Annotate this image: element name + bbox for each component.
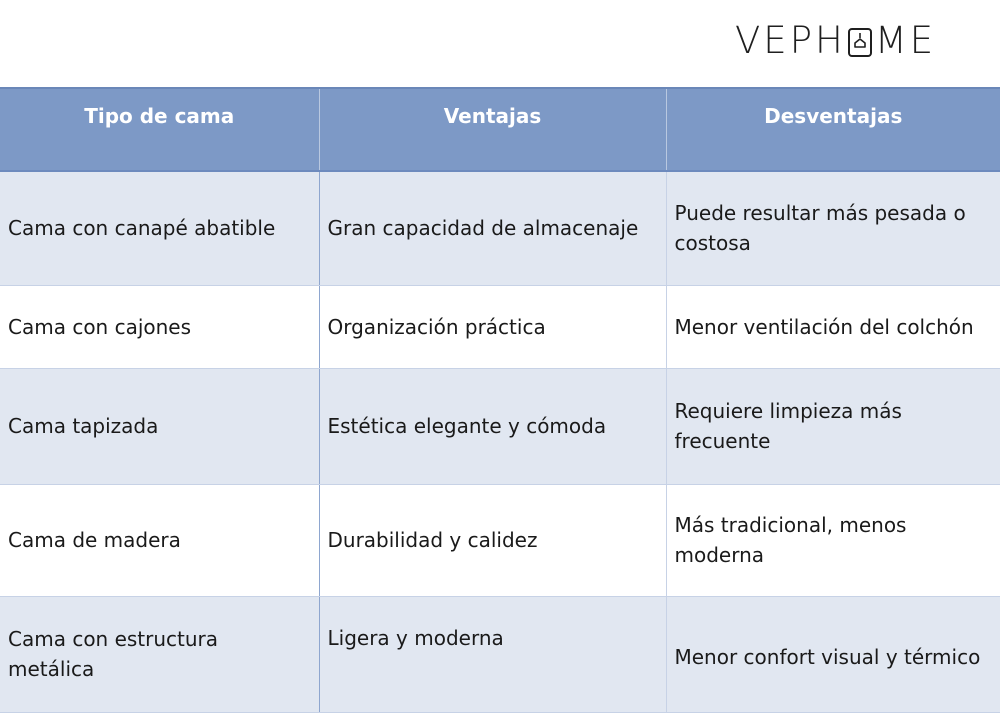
logo-text-start: VEPH [735, 19, 846, 62]
table-header-row [0, 88, 1000, 171]
logo-text-end: ME [874, 19, 937, 62]
cell-disadvantage: Puede resultar más pesada o costosa [666, 171, 1000, 285]
cell-disadvantage: Requiere limpieza más frecuente [666, 368, 1000, 484]
cell-disadvantage: Más tradicional, menos moderna [666, 484, 1000, 596]
vephome-logo [735, 21, 936, 61]
header-tipo-de-cama: Tipo de cama [0, 88, 319, 171]
cell-advantage: Estética elegante y cómoda [319, 368, 666, 484]
bed-comparison-table-container [0, 87, 1000, 713]
header-desventajas: Desventajas [666, 88, 1000, 171]
cell-bed-type: Cama con cajones [0, 285, 319, 368]
cell-bed-type: Cama con estructura metálica [0, 596, 319, 712]
cell-advantage: Gran capacidad de almacenaje [319, 171, 666, 285]
table-row [0, 484, 1000, 596]
bed-comparison-table [0, 87, 1000, 713]
cell-advantage: Ligera y moderna [319, 596, 666, 712]
table-row [0, 596, 1000, 712]
cell-disadvantage: Menor confort visual y térmico [666, 596, 1000, 712]
page-header [0, 0, 1000, 86]
table-row [0, 285, 1000, 368]
table-row [0, 368, 1000, 484]
house-icon [848, 28, 872, 57]
cell-advantage: Organización práctica [319, 285, 666, 368]
cell-bed-type: Cama de madera [0, 484, 319, 596]
table-row [0, 171, 1000, 285]
cell-disadvantage: Menor ventilación del colchón [666, 285, 1000, 368]
cell-bed-type: Cama tapizada [0, 368, 319, 484]
header-ventajas: Ventajas [319, 88, 666, 171]
cell-advantage: Durabilidad y calidez [319, 484, 666, 596]
cell-bed-type: Cama con canapé abatible [0, 171, 319, 285]
